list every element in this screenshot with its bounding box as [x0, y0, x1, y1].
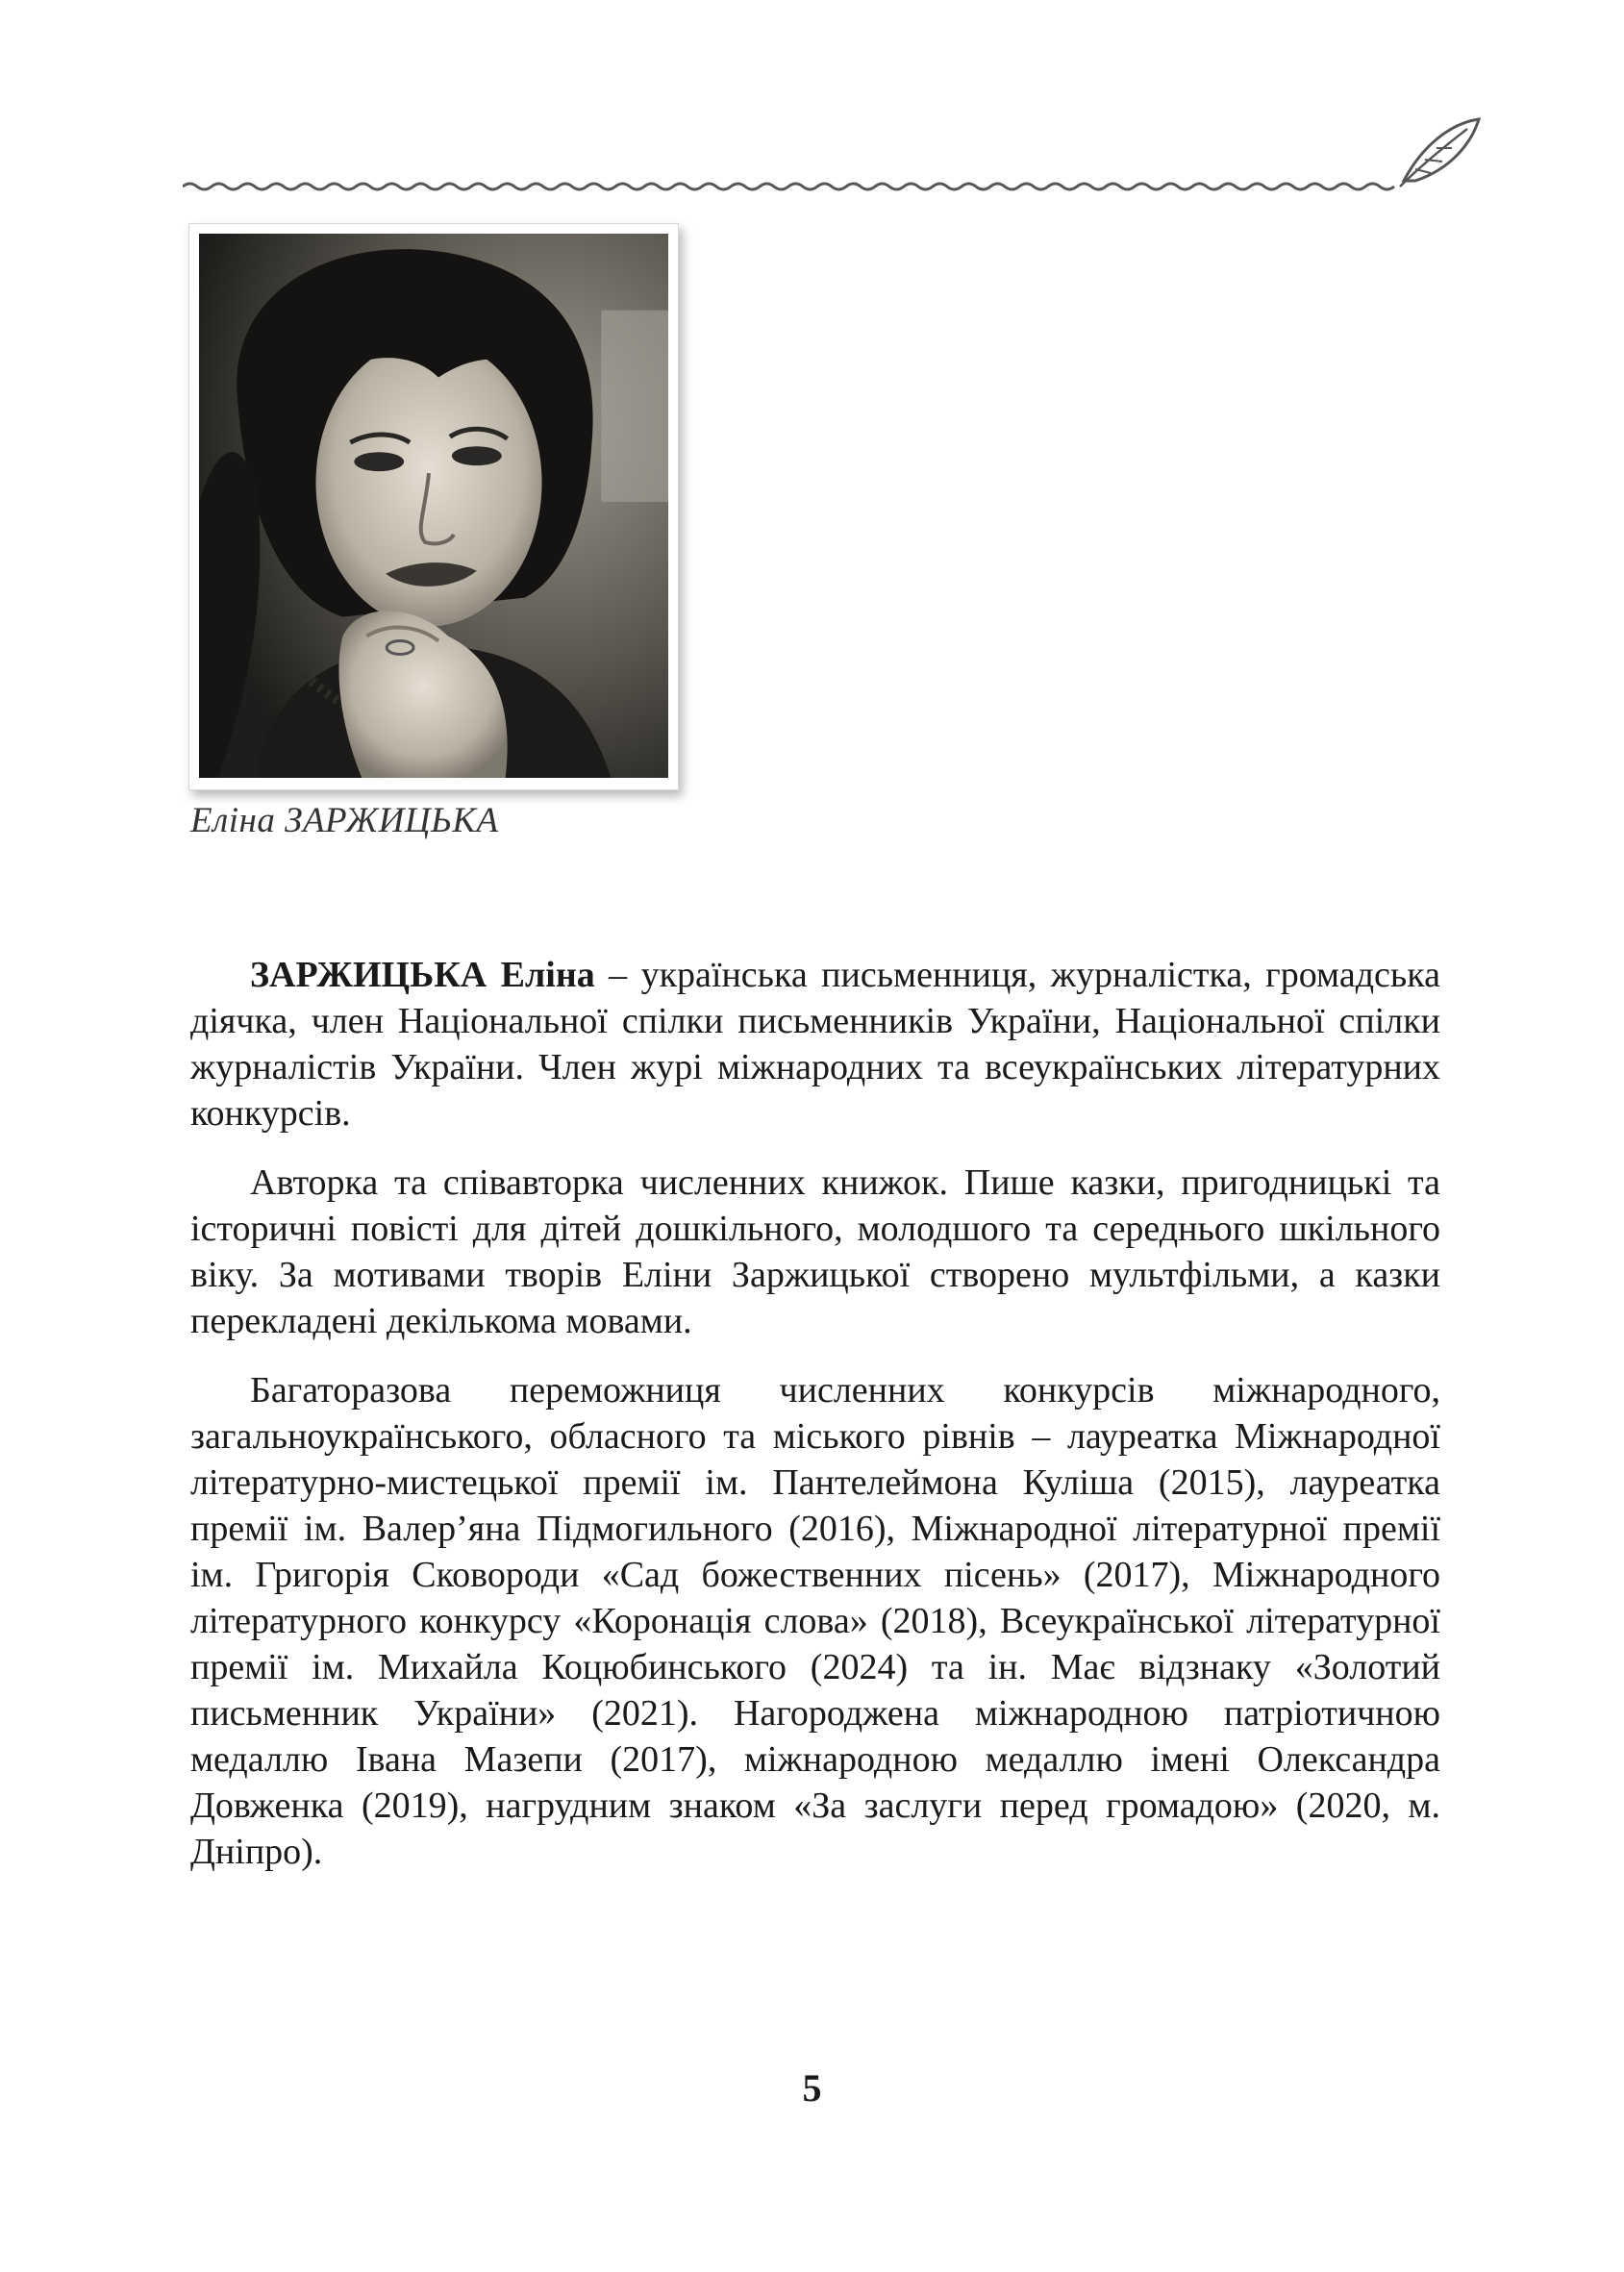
bio-paragraph-2: Авторка та співавторка численних книжок. Пише казки, пригодницькі та історичні повісті для дітей дошкільного, молодшого та середнього шкільного віку. За мотивами творів Еліни Заржицької створено мультфільми, а казки перекладені декількома мовами. — [190, 1162, 1440, 1341]
header-wave-divider — [183, 106, 1481, 212]
author-portrait — [188, 223, 679, 790]
author-photo — [199, 234, 668, 778]
bio-paragraph-3: Багаторазова переможниця численних конкурсів міжнародного, загальноукраїнського, обласного та міського рівнів – лауреатка Міжнародної літературно-мистецької премії ім. Пантелеймона Куліша (2015), лауреатка премії ім. Валер’яна Підмогильного (2016), Міжнародної літературної премії ім. Григорія Сковороди «Сад божественних пісень» (2017), Міжнародного літературного конкурсу «Коронація слова» (2018), Всеукраїнської літературної премії ім. Михайла Коцюбинського (2024) та ін. Має відзнаку «Золотий письменник України» (2021). Нагороджена міжнародною патріотичною медаллю Івана Мазепи (2017), міжнародною медаллю імені Олександра Довженка (2019), нагрудним знаком «За заслуги перед громадою» (2020, м. Дніпро). — [190, 1370, 1440, 1872]
page-number: 5 — [802, 2066, 822, 2110]
author-name: ЗАРЖИЦЬКА Еліна — [250, 955, 595, 995]
biography — [190, 952, 1440, 1898]
bio-paragraph-1-text: – українська письменниця, журналістка, громадська діячка, член Національної спілки письменників України, Національної спілки журналістів України. Член журі міжнародних та всеукраїнських літературних конкурсів. — [190, 955, 1440, 1134]
bio-paragraph-1 — [190, 952, 1440, 1136]
quill-pen-icon — [1400, 119, 1479, 187]
photo-caption: Еліна ЗАРЖИЦЬКА — [190, 801, 499, 840]
